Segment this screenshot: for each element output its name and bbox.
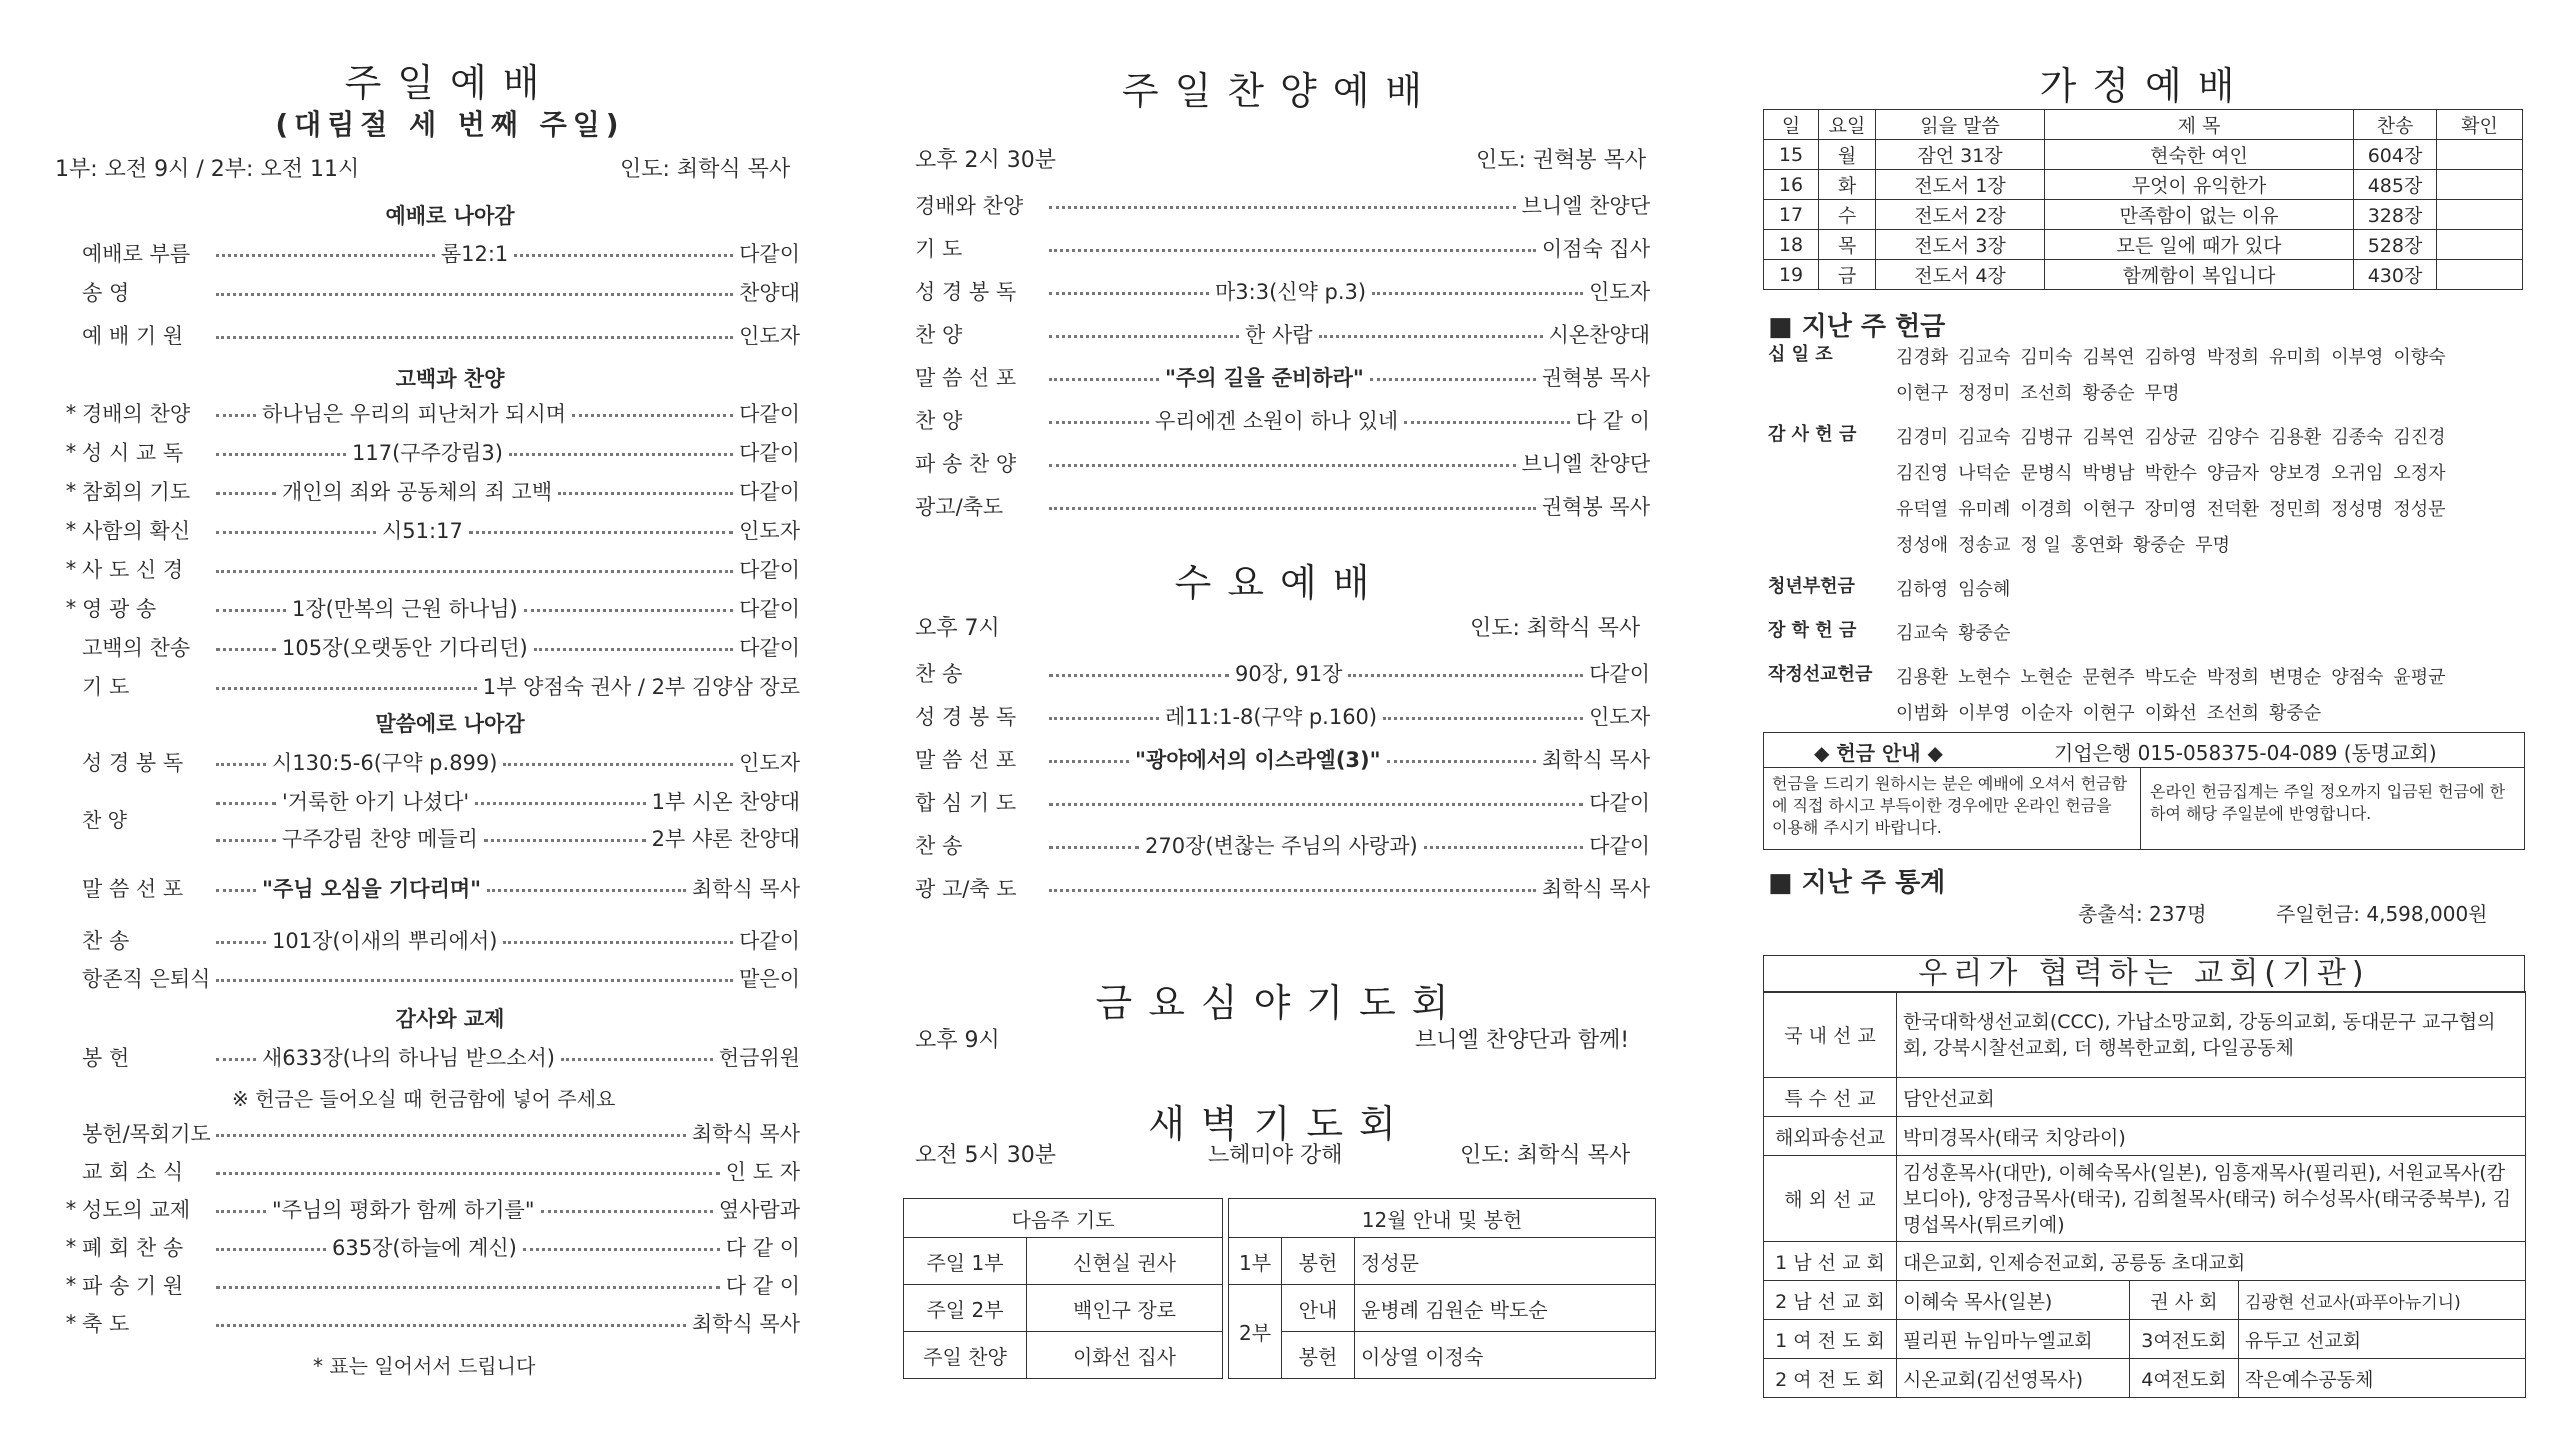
donor-name: 김하영 (2144, 347, 2197, 368)
donor-name: 오귀임 (2331, 463, 2384, 484)
sunday-offering-total: 주일헌금: 4,598,000원 (2276, 902, 2488, 926)
partner-domestic: 한국대학생선교회(CCC), 가납소망교회, 강동의교회, 동대문구 교구협의회, 강북시찰선교회, 더 행복한교회, 다일공동체 (1897, 992, 2526, 1078)
section-word: 말씀에로 나아감 (375, 712, 525, 736)
order-leader: 최학식 목사 (691, 1122, 800, 1146)
order-label: 기 도 (82, 675, 130, 699)
donor-name: 정성문 (2393, 499, 2446, 520)
check-cell[interactable] (2437, 140, 2523, 170)
order-label: 성 시 교 독 (82, 441, 184, 465)
order-label: 찬 송 (915, 662, 963, 686)
donor-name: 양점숙 (2331, 667, 2384, 688)
donor-name: 변명순 (2269, 667, 2322, 688)
order-label: 기 도 (915, 237, 963, 261)
order-label: 봉 헌 (82, 1046, 130, 1070)
order-row (915, 190, 1650, 220)
order-leader: 다같이 (739, 441, 800, 465)
donor-name: 이현구 (2082, 499, 2135, 520)
order-leader: 인도자 (1589, 280, 1650, 304)
donor-name: 이현구 (1896, 383, 1949, 404)
order-label: 경배와 찬양 (915, 194, 1024, 218)
order-label: 광 고/축 도 (915, 877, 1017, 901)
order-content: 하나님은 우리의 피난처가 되시며 (262, 402, 567, 426)
order-row (60, 671, 800, 701)
order-leader: 브니엘 찬양단 (1521, 194, 1650, 218)
order-leader: 다같이 (739, 597, 800, 621)
order-label: 말 씀 선 포 (915, 366, 1017, 390)
donor-name: 황중순 (2133, 535, 2186, 556)
order-row (915, 319, 1650, 349)
order-leader: 다 같 이 (725, 1274, 800, 1298)
order-label: 교 회 소 식 (82, 1160, 184, 1184)
partner-special: 담안선교회 (1897, 1078, 2526, 1117)
donor-name: 이순자 (2020, 703, 2073, 724)
order-leader: 다같이 (739, 242, 800, 266)
order-label: 찬 양 (915, 409, 963, 433)
donor-name: 문현주 (2082, 667, 2135, 688)
donor-name: 유미례 (1958, 499, 2011, 520)
order-content: "주님 오심을 기다리며" (262, 877, 482, 901)
donor-name: 황중순 (2269, 703, 2322, 724)
donor-name: 정송교 (1958, 535, 2011, 556)
donor-name: 김진영 (1896, 463, 1949, 484)
order-row (60, 320, 800, 350)
order-row (915, 405, 1650, 435)
order-label: 항존직 은퇴식 (82, 967, 211, 991)
order-content: 635장(하늘에 계신) (332, 1236, 517, 1260)
offering-heading: ■ 지난 주 헌금 (1768, 312, 1946, 342)
offering-group (1768, 572, 2528, 608)
donor-name: 나덕순 (1958, 463, 2011, 484)
order-row: * 폐 회 찬 송 635장(하늘에 계신) 다 같 이 (60, 1232, 800, 1262)
donor-name: 김상균 (2144, 427, 2197, 448)
order-content: 롬12:1 (440, 242, 509, 266)
donor-name: 김교숙 (1958, 347, 2011, 368)
order-leader: 맡은이 (739, 967, 800, 991)
order-row: * 파 송 기 원 다 같 이 (60, 1270, 800, 1300)
offering-group (1768, 660, 2528, 732)
offering-note: ※ 헌금은 들어오실 때 헌금함에 넣어 주세요 (232, 1087, 616, 1111)
order-leader: 다같이 (739, 402, 800, 426)
order-row (915, 276, 1650, 306)
check-cell[interactable] (2437, 230, 2523, 260)
praise-leader: 인도: 권혁봉 목사 (1476, 148, 1647, 173)
order-row (915, 658, 1650, 688)
donor-name: 박병남 (2082, 463, 2135, 484)
order-leader: 다같이 (1589, 834, 1650, 858)
wednesday-time: 오후 7시 (915, 616, 1000, 641)
prayer-name: 신현실 권사 (1027, 1238, 1223, 1285)
check-cell[interactable] (2437, 170, 2523, 200)
bank-account: 기업은행 015-058375-04-089 (동명교회) (2054, 741, 2437, 765)
offering-list (1768, 340, 2528, 740)
offering-group-label: 장 학 헌 금 (1768, 620, 1857, 641)
donor-name: 정민희 (2269, 499, 2322, 520)
order-row (60, 1042, 800, 1072)
order-content: 새633장(나의 하나님 받으소서) (262, 1046, 555, 1070)
order-row (915, 448, 1650, 478)
order-row (60, 925, 800, 955)
donor-name: 이부영 (1958, 703, 2011, 724)
donor-name: 김용환 (1896, 667, 1949, 688)
wednesday-title: 수요예배 (1174, 561, 1386, 605)
donor-name: 이경희 (2020, 499, 2073, 520)
donor-name: 양금자 (2206, 463, 2260, 484)
order-content: 1장(만복의 근원 하나님) (292, 597, 518, 621)
donor-name: 김복연 (2082, 347, 2135, 368)
order-label: 파 송 기 원 (82, 1274, 184, 1298)
donor-name: 김경미 (1896, 427, 1949, 448)
section-confession: 고백과 찬양 (395, 367, 505, 391)
donor-name: 노현수 (1958, 667, 2011, 688)
order-leader: 옆사람과 (718, 1198, 800, 1222)
donor-name: 문병식 (2020, 463, 2073, 484)
order-row (60, 277, 800, 307)
order-label: 광고/축도 (915, 495, 1004, 519)
order-label: 말 씀 선 포 (82, 877, 184, 901)
donor-name: 김교숙 (1896, 623, 1949, 644)
order-row (60, 963, 800, 993)
order-row: * 성 시 교 독 117(구주강림3) 다같이 (60, 437, 800, 467)
next-prayer-table: 다음주 기도 주일 1부 신현실 권사 주일 2부 백인구 장로 주일 찬양 이화선 집사 (903, 1198, 1223, 1379)
order-leader: 시온찬양대 (1548, 323, 1650, 347)
order-leader: 인도자 (1589, 705, 1650, 729)
donor-name: 이부영 (2331, 347, 2384, 368)
order-leader: 인도자 (739, 324, 800, 348)
order-row (915, 787, 1650, 817)
notice-right: 온라인 헌금집계는 주일 정오까지 입금된 헌금에 한하여 해당 주일분에 반영합니다. (2150, 782, 2506, 823)
table-row: 17 수 전도서 2장 만족함이 없는 이유 328장 (1764, 200, 2523, 230)
order-leader: 다같이 (739, 929, 800, 953)
donor-name: 전덕환 (2206, 499, 2260, 520)
donor-name: 정성애 (1896, 535, 1949, 556)
prayer-name: 이화선 집사 (1027, 1332, 1223, 1379)
order-leader: 다같이 (1589, 791, 1650, 815)
order-row (210, 786, 800, 816)
friday-title: 금요심야기도회 (1095, 981, 1465, 1025)
check-cell[interactable] (2437, 260, 2523, 290)
order-row (60, 747, 800, 777)
order-content: 시51:17 (382, 519, 463, 543)
donor-name: 박정희 (2206, 667, 2260, 688)
order-row: * 축 도 최학식 목사 (60, 1308, 800, 1338)
order-row (60, 1118, 800, 1148)
order-leader: 최학식 목사 (691, 1312, 800, 1336)
order-label: 봉헌/목회기도 (82, 1122, 211, 1146)
order-label: 찬 양 (915, 323, 963, 347)
family-worship-table: 일 요일 읽을 말씀 제 목 찬송 확인 15 월 잠언 31장 현숙한 여인 604장 16 화 전도서 1장 무엇이 유익한가 485장 17 수 전도서 2장 만족함이 없는 이유 328장 18 목 전도서 3장 모든 일에 때가 있다 528장 19 금 전도서 4장 함께함이 복입니다 430장 (1763, 109, 2523, 290)
order-row (60, 632, 800, 662)
order-content: 레11:1-8(구약 p.160) (1165, 705, 1378, 729)
order-content: "광야에서의 이스라엘(3)" (1135, 748, 1381, 772)
order-label: 찬 양 (82, 808, 127, 832)
donor-name: 윤평균 (2393, 667, 2446, 688)
donor-name: 무명 (2144, 383, 2180, 404)
order-label: 영 광 송 (82, 597, 157, 621)
friday-time: 오후 9시 (915, 1028, 1000, 1053)
section-approach: 예배로 나아감 (385, 204, 515, 228)
order-leader: 최학식 목사 (1541, 748, 1650, 772)
donor-name: 김교숙 (1958, 427, 2011, 448)
donor-name: 양보경 (2269, 463, 2322, 484)
order-label: 사 도 신 경 (82, 558, 184, 582)
donor-name: 이현구 (2082, 703, 2135, 724)
december-table: 12월 안내 및 봉헌 1부 봉헌 정성문 2부 안내 윤병례 김원순 박도순 봉헌 이상열 이정숙 (1228, 1198, 1656, 1379)
partners-table: 국 내 선 교 한국대학생선교회(CCC), 가납소망교회, 강동의교회, 동대문구 교구협의회, 강북시찰선교회, 더 행복한교회, 다일공동체 특 수 선 교 담안선교회 해외파송선교 박미경목사(태국 치앙라이) 해 외 선 교 김성훈목사(대만), 이혜숙목사(일본), 임흥재목사(필리핀), 서원교목사(캄보디아), 양정금목사(태국), 김희철목사(태국) 허수성목사(태국중북부), 김명섭목사(튀르키예) 1 남 선 교 회 대은교회, 인제승전교회, 공릉동 초대교회 2 남 선 교 회 이혜숙 목사(일본) 권 사 회 김광현 선교사(파푸아뉴기니) 1 여 전 도 회 필리핀 뉴임마누엘교회 3여전도회 유두고 선교회 2 여 전 도 회 시온교회(김선영목사) 4여전도회 작은예수공동체 (1763, 991, 2526, 1398)
order-row: * 사 도 신 경 다같이 (60, 554, 800, 584)
order-content: 시130:5-6(구약 p.899) (272, 751, 498, 775)
order-label: 고백의 찬송 (82, 636, 191, 660)
order-row (915, 701, 1650, 731)
donor-name: 조선희 (2020, 383, 2073, 404)
table-row: 19 금 전도서 4장 함께함이 복입니다 430장 (1764, 260, 2523, 290)
order-leader: 브니엘 찬양단 (1521, 452, 1650, 476)
friday-with: 브니엘 찬양단과 함께! (1415, 1028, 1630, 1053)
order-leader: 다같이 (739, 636, 800, 660)
dawn-leader: 인도: 최학식 목사 (1460, 1143, 1631, 1168)
order-row: * 성도의 교제 "주님의 평화가 함께 하기를" 옆사람과 (60, 1194, 800, 1224)
order-label: 파 송 찬 양 (915, 452, 1017, 476)
order-leader: 다같이 (739, 558, 800, 582)
donor-name: 정정미 (1958, 383, 2011, 404)
notice-left: 헌금을 드리기 원하시는 분은 예배에 오셔서 헌금함에 직접 하시고 부득이한 경우에만 온라인 헌금을 이용해 주시기 바랍니다. (1772, 774, 2128, 837)
offering-group-label: 작정선교헌금 (1768, 664, 1873, 685)
donor-name: 정성명 (2331, 499, 2384, 520)
order-content: 우리에겐 소원이 하나 있네 (1155, 409, 1399, 433)
dawn-title: 새벽기도회 (1148, 1102, 1412, 1146)
order-label: 찬 송 (915, 834, 963, 858)
order-label: 찬 송 (82, 929, 130, 953)
order-row (915, 830, 1650, 860)
stats-heading: ■ 지난 주 통계 (1768, 868, 1946, 898)
donor-name: 임승혜 (1958, 579, 2011, 600)
order-content: 270장(변찮는 주님의 사랑과) (1145, 834, 1418, 858)
order-row (60, 238, 800, 268)
order-leader: 1부 양점숙 권사 / 2부 김양삼 장로 (482, 675, 800, 699)
donor-name: 김하영 (1896, 579, 1949, 600)
order-label: 축 도 (82, 1312, 130, 1336)
offering-group (1768, 420, 2528, 564)
donor-name: 정 일 (2020, 535, 2061, 556)
partner-men1: 대은교회, 인제승전교회, 공릉동 초대교회 (1897, 1242, 2526, 1281)
december-head: 12월 안내 및 봉헌 (1229, 1199, 1656, 1238)
offering-group-label: 십 일 조 (1768, 344, 1833, 365)
order-label: 예 배 기 원 (82, 324, 184, 348)
sunday-times: 1부: 오전 9시 / 2부: 오전 11시 (55, 157, 360, 182)
order-row (915, 362, 1650, 392)
order-leader: 1부 시온 찬양대 (651, 790, 800, 814)
offering-group (1768, 340, 2528, 412)
donor-name: 이범화 (1896, 703, 1949, 724)
praise-time: 오후 2시 30분 (915, 148, 1056, 173)
family-title: 가정예배 (2039, 64, 2251, 108)
prayer-name: 백인구 장로 (1027, 1285, 1223, 1332)
order-content: 90장, 91장 (1235, 662, 1343, 686)
wednesday-leader: 인도: 최학식 목사 (1470, 616, 1641, 641)
order-row (915, 233, 1650, 263)
order-content: 105장(오랫동안 기다리던) (282, 636, 528, 660)
order-label: 성 경 봉 독 (915, 280, 1017, 304)
order-content: '거룩한 아기 나셨다' (282, 790, 470, 814)
offering-group-label: 청년부헌금 (1768, 576, 1855, 597)
table-row: 16 화 전도서 1장 무엇이 유익한가 485장 (1764, 170, 2523, 200)
order-leader: 최학식 목사 (691, 877, 800, 901)
order-label: 예배로 부름 (82, 242, 191, 266)
order-leader: 인 도 자 (725, 1160, 800, 1184)
table-row: 18 목 전도서 3장 모든 일에 때가 있다 528장 (1764, 230, 2523, 260)
order-content: 117(구주강림3) (352, 441, 503, 465)
order-leader: 권혁봉 목사 (1541, 366, 1650, 390)
order-content: "주의 길을 준비하라" (1165, 366, 1364, 390)
sunday-title: 주일예배 (344, 61, 556, 105)
order-row (210, 823, 800, 853)
section-thanks: 감사와 교제 (395, 1007, 505, 1031)
order-label: 합 심 기 도 (915, 791, 1017, 815)
order-row (60, 873, 800, 903)
partners-title-box (1763, 955, 2525, 993)
offering-notice (1763, 732, 2525, 850)
order-row (60, 1156, 800, 1186)
donor-name: 노현순 (2020, 667, 2073, 688)
donor-name: 오정자 (2393, 463, 2446, 484)
check-cell[interactable] (2437, 200, 2523, 230)
donor-name: 김용환 (2269, 427, 2322, 448)
order-label: 참회의 기도 (82, 480, 191, 504)
donor-name: 황중순 (1958, 623, 2011, 644)
donor-name: 무명 (2195, 535, 2230, 556)
donor-name: 김병규 (2020, 427, 2073, 448)
order-row: * 사함의 확신 시51:17 인도자 (60, 515, 800, 545)
donor-name: 홍연화 (2070, 535, 2124, 556)
notice-head: ◆ 헌금 안내 ◆ (1814, 741, 1943, 765)
donor-name: 김미숙 (2020, 347, 2073, 368)
order-label: 사함의 확신 (82, 519, 191, 543)
donor-name: 김경화 (1896, 347, 1949, 368)
donor-name: 박정희 (2206, 347, 2260, 368)
order-row (915, 744, 1650, 774)
order-label: 말 씀 선 포 (915, 748, 1017, 772)
order-leader: 2부 샤론 찬양대 (651, 827, 800, 851)
order-leader: 다 같 이 (725, 1236, 800, 1260)
order-leader: 권혁봉 목사 (1541, 495, 1650, 519)
order-label: 경배의 찬양 (82, 402, 191, 426)
order-label: 성 경 봉 독 (915, 705, 1017, 729)
donor-name: 박도순 (2144, 667, 2197, 688)
donor-name: 장미영 (2144, 499, 2197, 520)
order-leader: 헌금위원 (718, 1046, 800, 1070)
donor-name: 조선희 (2206, 703, 2260, 724)
donor-name: 유덕열 (1896, 499, 1949, 520)
donor-name: 이향숙 (2393, 347, 2446, 368)
sunday-leader: 인도: 최학식 목사 (620, 157, 791, 182)
order-row (915, 873, 1650, 903)
order-content: 마3:3(신약 p.3) (1215, 280, 1367, 304)
order-leader: 인도자 (739, 519, 800, 543)
dawn-text: 느헤미야 강해 (1208, 1143, 1343, 1168)
partner-dispatch: 박미경목사(태국 치앙라이) (1897, 1117, 2526, 1156)
order-label: 송 영 (82, 281, 130, 305)
standing-note: * 표는 일어서서 드립니다 (313, 1354, 536, 1378)
attendance: 총출석: 237명 (2078, 902, 2207, 926)
donor-name: 김종숙 (2331, 427, 2384, 448)
next-prayer-head: 다음주 기도 (904, 1199, 1223, 1238)
sunday-subtitle: (대림절 세 번째 주일) (275, 108, 625, 141)
offering-group-label: 감 사 헌 금 (1768, 424, 1857, 445)
partner-overseas: 김성훈목사(대만), 이혜숙목사(일본), 임흥재목사(필리핀), 서원교목사(캄보디아), 양정금목사(태국), 김희철목사(태국) 허수성목사(태국중북부), 김명섭목사(튀르키예) (1897, 1156, 2526, 1242)
partners-title: 우리가 협력하는 교회(기관) (1918, 956, 2370, 991)
order-content: 구주강림 찬양 메들리 (282, 827, 478, 851)
order-content: "주님의 평화가 함께 하기를" (272, 1198, 535, 1222)
order-label: 성 경 봉 독 (82, 751, 184, 775)
offering-group (1768, 616, 2528, 652)
order-leader: 찬양대 (739, 281, 800, 305)
donor-name: 김진경 (2393, 427, 2446, 448)
donor-name: 유미희 (2269, 347, 2322, 368)
order-row (915, 491, 1650, 521)
order-row: * 참회의 기도 개인의 죄와 공동체의 죄 고백 다같이 (60, 476, 800, 506)
order-row: * 경배의 찬양 하나님은 우리의 피난처가 되시며 다같이 (60, 398, 800, 428)
order-leader: 인도자 (739, 751, 800, 775)
order-label: 폐 회 찬 송 (82, 1236, 184, 1260)
order-leader: 다 같 이 (1575, 409, 1650, 433)
order-row: * 영 광 송 1장(만복의 근원 하나님) 다같이 (60, 593, 800, 623)
donor-name: 이화선 (2144, 703, 2197, 724)
order-content: 101장(이새의 뿌리에서) (272, 929, 498, 953)
donor-name: 황중순 (2082, 383, 2135, 404)
donor-name: 박한수 (2144, 463, 2197, 484)
donor-name: 김양수 (2206, 427, 2260, 448)
dawn-time: 오전 5시 30분 (915, 1143, 1056, 1168)
praise-title: 주일찬양예배 (1121, 69, 1439, 113)
order-content: 개인의 죄와 공동체의 죄 고백 (282, 480, 553, 504)
table-row: 15 월 잠언 31장 현숙한 여인 604장 (1764, 140, 2523, 170)
order-leader: 최학식 목사 (1541, 877, 1650, 901)
donor-name: 김복연 (2082, 427, 2135, 448)
order-label: 성도의 교제 (82, 1198, 191, 1222)
order-leader: 이점숙 집사 (1541, 237, 1650, 261)
order-content: 한 사람 (1245, 323, 1313, 347)
order-leader: 다같이 (739, 480, 800, 504)
order-leader: 다같이 (1589, 662, 1650, 686)
